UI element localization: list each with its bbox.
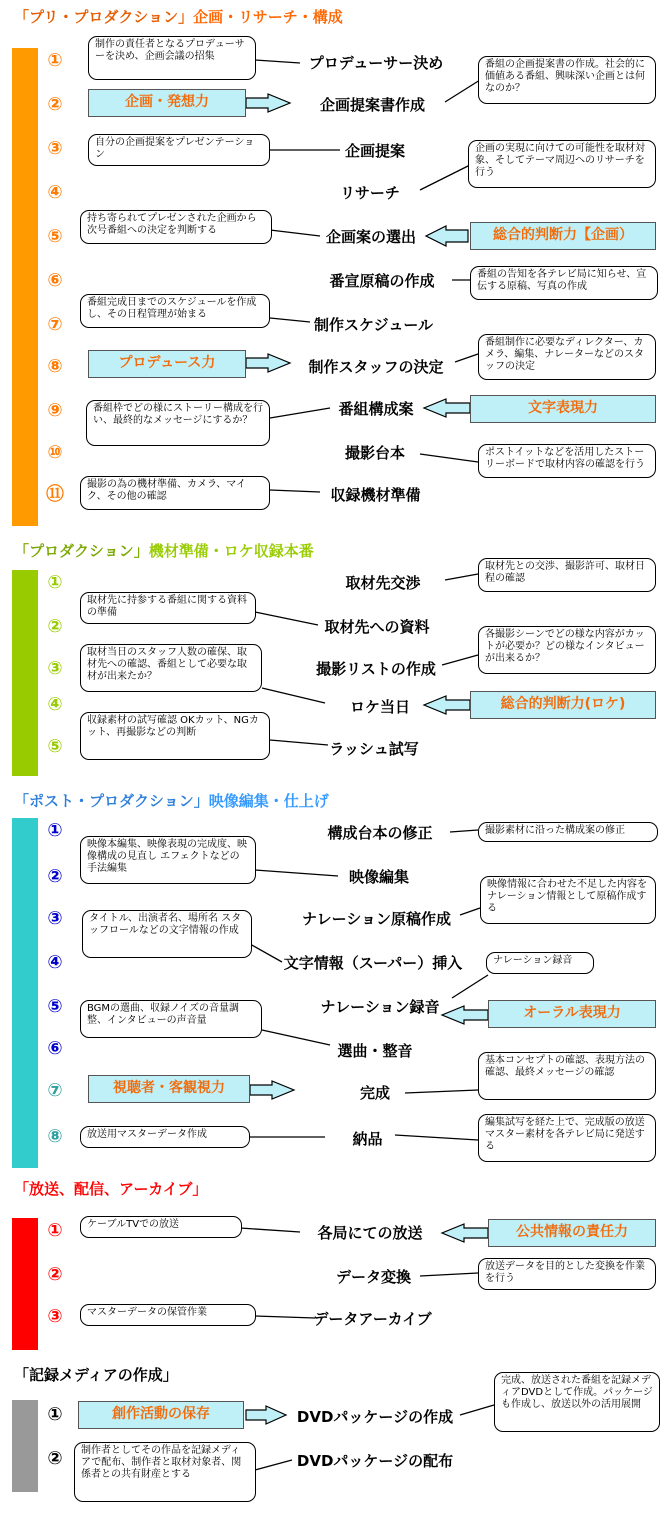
step-note: タイトル、出演者名、場所名 スタッフロールなどの文字情報の作成 <box>82 910 252 958</box>
step-number: ② <box>47 94 63 115</box>
step-number: ② <box>47 1448 63 1469</box>
step-note: 放送用マスターデータ作成 <box>80 1126 250 1148</box>
section-bar-pre <box>12 48 38 526</box>
step-number: ⑩ <box>47 442 63 463</box>
step-note: マスターデータの保管作業 <box>80 1304 256 1326</box>
step-label: 取材先交渉 <box>345 574 421 592</box>
step-label: ロケ当日 <box>349 698 410 716</box>
step-note: 番組枠でどの様にストーリー構成を行い、最終的なメッセージにするか？ <box>86 400 270 446</box>
step-number: ⑧ <box>47 1126 63 1147</box>
step-label: プロデューサー決め <box>308 54 444 72</box>
step-number: ⑤ <box>47 226 63 247</box>
section-title-prod: 「プロダクション」機材準備・ロケ収録本番 <box>14 542 314 560</box>
step-note: 編集試写を経た上で、完成版の放送マスター素材を各テレビ局に発送する <box>478 1114 656 1162</box>
step-label: 選曲・整音 <box>337 1042 413 1060</box>
step-label: 制作スタッフの決定 <box>308 358 444 376</box>
section-bar-media <box>12 1400 38 1492</box>
step-label: 収録機材準備 <box>330 486 421 504</box>
step-label: 構成台本の修正 <box>327 824 433 842</box>
step-note: 映像本編集、映像表現の完成度、映像構成の見直し エフェクトなどの手法編集 <box>80 836 256 884</box>
step-note: BGMの選曲、収録ノイズの音量調整、インタビューの声音量 <box>80 1000 262 1038</box>
step-label: 番組構成案 <box>338 400 414 418</box>
step-note: 各撮影シーンでどの様な内容がカットが必要か？どの様なインタビューが出来るか？ <box>478 626 656 674</box>
section-title-pre: 「プリ・プロダクション」企画・リサーチ・構成 <box>14 8 343 26</box>
section-bar-broadcast <box>12 1218 38 1350</box>
step-note: ナレーション録音 <box>486 952 594 974</box>
step-note: 自分の企画提案をプレゼンテーション <box>88 134 270 166</box>
step-label: 各局にての放送 <box>317 1224 423 1242</box>
step-label: 企画案の選出 <box>325 228 416 246</box>
step-note: 制作の責任者となるプロデューサーを決め、企画会議の招集 <box>88 36 256 80</box>
section-title-broadcast: 「放送、配信、アーカイブ」 <box>14 1180 208 1198</box>
skill-box: 創作活動の保存 <box>78 1401 244 1429</box>
skill-box: 公共情報の責任力 <box>488 1219 656 1247</box>
step-label: ラッシュ試写 <box>329 740 419 758</box>
step-number: ① <box>47 820 63 841</box>
step-label: 撮影台本 <box>344 444 405 462</box>
step-note: 取材先に持参する番組に関する資料の準備 <box>80 592 256 624</box>
step-note: 収録素材の試写確認 OKカット、NGカット、再撮影などの判断 <box>80 712 270 760</box>
skill-box: 企画・発想力 <box>88 89 246 117</box>
step-note: 企画の実現に向けての可能性を取材対象、そしてテーマ周辺へのリサーチを行う <box>468 140 656 188</box>
step-number: ② <box>47 616 63 637</box>
step-number: ⑤ <box>47 736 63 757</box>
step-number: ③ <box>47 908 63 929</box>
step-label: 文字情報（スーパー）挿入 <box>283 954 463 972</box>
step-number: ⑦ <box>47 1080 63 1101</box>
step-number: ② <box>47 866 63 887</box>
step-label: リサーチ <box>340 184 400 202</box>
step-number: ⑥ <box>47 1038 63 1059</box>
skill-box: 総合的判断力(ロケ) <box>470 691 656 719</box>
step-number: ① <box>47 50 63 71</box>
section-bar-post <box>12 818 38 1168</box>
step-note: 撮影素材に沿った構成案の修正 <box>478 822 658 842</box>
step-label: ナレーション録音 <box>320 998 440 1016</box>
step-number: ⑪ <box>46 484 64 505</box>
step-number: ④ <box>47 182 63 203</box>
step-label: データ変換 <box>335 1268 411 1286</box>
step-note: 番組の告知を各テレビ局に知らせ、宣伝する原稿、写真の作成 <box>470 266 658 300</box>
step-label: 企画提案書作成 <box>319 96 425 114</box>
skill-box: プロデュース力 <box>88 350 246 378</box>
step-number: ① <box>47 1404 63 1425</box>
step-note: 番組完成日までのスケジュールを作成し、その日程管理が始まる <box>80 294 270 328</box>
step-label: 納品 <box>352 1130 383 1148</box>
step-note: 放送データを目的とした変換を作業を行う <box>478 1258 656 1290</box>
step-number: ① <box>47 572 63 593</box>
step-number: ⑥ <box>47 270 63 291</box>
step-label: DVDパッケージの作成 <box>296 1408 454 1426</box>
step-label: 企画提案 <box>344 142 405 160</box>
step-label: 番宣原稿の作成 <box>329 272 435 290</box>
step-note: ポストイットなどを活用したストーリーボードで取材内容の確認を行う <box>478 444 656 478</box>
step-number: ③ <box>47 658 63 679</box>
step-note: 制作者としてその作品を記録メディアで配布、制作者と取材対象者、関係者との共有財産とする <box>74 1442 256 1502</box>
section-bar-prod <box>12 570 38 776</box>
step-note: 基本コンセプトの確認、表現方法の確認、最終メッセージの確認 <box>478 1052 656 1100</box>
step-number: ⑨ <box>47 400 63 421</box>
step-label: 映像編集 <box>348 868 409 886</box>
step-note: 取材先との交渉、撮影許可、取材日程の確認 <box>478 558 656 592</box>
step-note: ケーブルTVでの放送 <box>80 1216 242 1238</box>
step-note: 番組の企画提案書の作成。社会的に価値ある番組、興味深い企画とは何なのか？ <box>478 56 656 104</box>
step-note: 持ち寄られてプレゼンされた企画から次号番組への決定を判断する <box>80 210 272 244</box>
step-label: ナレーション原稿作成 <box>301 910 452 928</box>
step-number: ⑤ <box>47 996 63 1017</box>
step-label: 完成 <box>359 1084 390 1102</box>
step-number: ③ <box>47 138 63 159</box>
skill-box: 視聴者・客観視力 <box>88 1075 250 1103</box>
step-number: ① <box>47 1220 63 1241</box>
step-note: 取材当日のスタッフ人数の確保、取材先への確認、番組として必要な取材が出来たか？ <box>80 644 262 692</box>
step-label: 取材先への資料 <box>324 618 430 636</box>
step-number: ④ <box>47 952 63 973</box>
step-note: 撮影の為の機材準備、カメラ、マイク、その他の確認 <box>80 476 270 510</box>
step-number: ② <box>47 1264 63 1285</box>
step-note: 番組制作に必要なディレクター、カメラ、編集、ナレーターなどのスタッフの決定 <box>478 334 656 380</box>
skill-box: 文字表現力 <box>470 395 656 423</box>
step-label: データアーカイブ <box>313 1310 432 1328</box>
section-title-post: 「ポスト・プロダクション」映像編集・仕上げ <box>14 792 329 810</box>
step-number: ③ <box>47 1306 63 1327</box>
step-note: 完成、放送された番組を記録メディアDVDとして作成。パッケージも作成し、放送以外の活用展開 <box>494 1372 660 1432</box>
section-title-media: 「記録メディアの作成」 <box>14 1366 178 1384</box>
step-label: 制作スケジュール <box>313 316 434 334</box>
step-note: 映像情報に合わせた不足した内容をナレーション情報として原稿作成する <box>480 876 656 924</box>
skill-box: 総合的判断力【企画） <box>470 222 656 250</box>
step-number: ⑧ <box>47 356 63 377</box>
step-label: DVDパッケージの配布 <box>296 1452 454 1470</box>
step-number: ④ <box>47 694 63 715</box>
step-label: 撮影リストの作成 <box>316 660 436 678</box>
step-number: ⑦ <box>47 314 63 335</box>
skill-box: オーラル表現力 <box>488 1000 656 1028</box>
